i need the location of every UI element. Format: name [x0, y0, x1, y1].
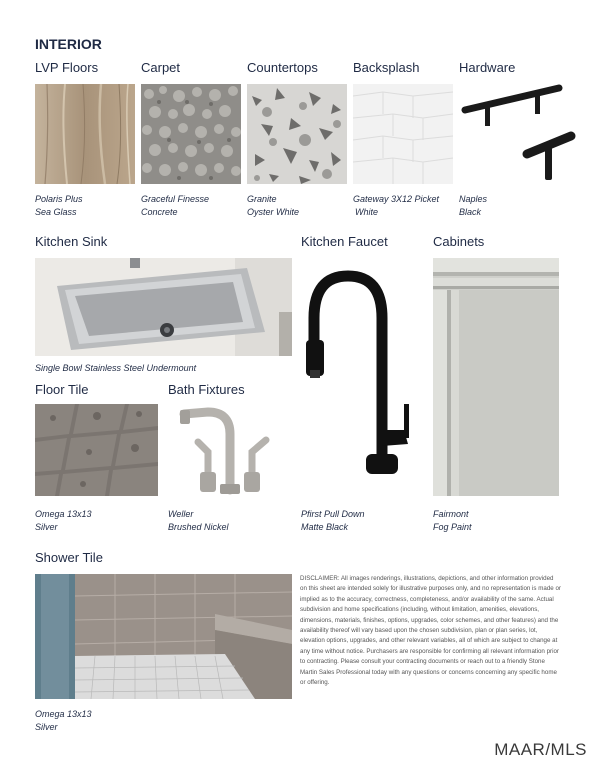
caption-bath-fixtures: [168, 508, 229, 534]
category-shower-tile: Shower Tile: [35, 550, 103, 565]
caption-line: Omega 13x13: [35, 709, 92, 719]
caption-line: Polaris Plus: [35, 194, 83, 204]
category-countertops: Countertops: [247, 60, 318, 75]
caption-line: Naples: [459, 194, 488, 204]
backsplash-swatch: [353, 84, 453, 184]
caption-shower-tile: [35, 708, 92, 734]
caption-kitchen-sink: [35, 362, 196, 375]
shower-tile-image: [35, 574, 292, 699]
category-cabinets: Cabinets: [433, 234, 485, 249]
category-bath-fixtures: Bath Fixtures: [168, 382, 245, 397]
carpet-swatch: [141, 84, 241, 184]
caption-line: Silver: [35, 522, 58, 532]
bath-fixtures-image: [168, 404, 286, 498]
caption-line: Pfirst Pull Down: [301, 509, 365, 519]
caption-line: Oyster White: [247, 207, 300, 217]
caption-line: Fairmont: [433, 509, 469, 519]
caption-line: Black: [459, 207, 482, 217]
caption-line: Sea Glass: [35, 207, 77, 217]
category-backsplash: Backsplash: [353, 60, 420, 75]
cabinet-pull-icon: [465, 88, 559, 126]
caption-line: Brushed Nickel: [168, 522, 229, 532]
caption-floor-tile: [35, 508, 92, 534]
kitchen-faucet-image: [300, 258, 424, 498]
cabinet-knob-icon: [527, 136, 571, 180]
caption-line: White: [355, 207, 379, 217]
category-floor-tile: Floor Tile: [35, 382, 89, 397]
caption-line: Graceful Finesse: [141, 194, 210, 204]
caption-cabinets: [433, 508, 472, 534]
caption-hardware: [459, 193, 487, 219]
caption-line: Single Bowl Stainless Steel Undermount: [35, 363, 197, 373]
caption-line: Silver: [35, 722, 58, 732]
lvp-floor-swatch: [35, 84, 135, 184]
countertop-swatch: [247, 84, 347, 184]
caption-line: Omega 13x13: [35, 509, 92, 519]
caption-line: Matte Black: [301, 522, 349, 532]
caption-lvp-floors: [35, 193, 83, 219]
caption-countertops: [247, 193, 299, 219]
caption-line: Gateway 3X12 Picket: [353, 194, 440, 204]
cabinet-swatch: [433, 258, 559, 496]
floor-tile-swatch: [35, 404, 158, 496]
disclaimer-text: DISCLAIMER: All images renderings, illustrations, depictions, and other information provided on this sheet are intended solely for illustrative purposes only, and no representation is made or implied as to the accuracy, correctness, completeness, and/or availability of the same. Actual subdivision and home specifications (including, without limitation, amenities, elevations, dimensions, materials, finishes, options, upgrades, color schemes, and other features) and the availability thereof will vary based upon the chosen subdivision, plan or plan series, lot, elevation options, upgrades, and other relevant variables, all of which are subject to change at any time without notice. Purchasers are responsible for confirming all relevant information prior to contracting. Please consult your contracting documents or reach out to a friendly Stone Martin Sales Professional today with any questions or concerns concerning any specific home or offering.: [300, 575, 561, 687]
category-kitchen-faucet: Kitchen Faucet: [301, 234, 388, 249]
caption-line: Concrete: [141, 207, 178, 217]
caption-line: Fog Paint: [433, 522, 472, 532]
caption-line: Granite: [247, 194, 277, 204]
page-title: INTERIOR: [35, 36, 102, 52]
kitchen-sink-image: [35, 258, 292, 356]
caption-kitchen-faucet: [301, 508, 365, 534]
category-carpet: Carpet: [141, 60, 181, 75]
caption-carpet: [141, 193, 209, 219]
category-hardware: Hardware: [459, 60, 516, 75]
mls-watermark: MAAR/MLS: [494, 740, 587, 759]
category-lvp-floors: LVP Floors: [35, 60, 99, 75]
caption-line: Weller: [168, 509, 194, 519]
category-kitchen-sink: Kitchen Sink: [35, 234, 108, 249]
caption-backsplash: [353, 193, 439, 219]
hardware-image: [459, 78, 577, 186]
